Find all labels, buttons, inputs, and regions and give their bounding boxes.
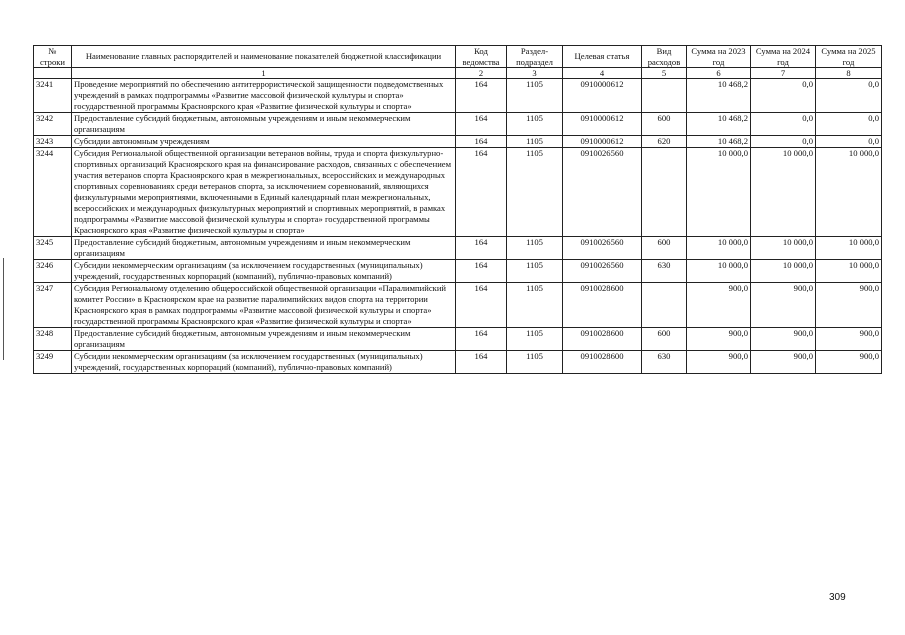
row-section: 1105	[507, 136, 563, 148]
table-row	[34, 237, 882, 260]
row-sum-2023: 10 468,2	[687, 79, 751, 113]
column-number	[34, 68, 72, 79]
column-number: 4	[563, 68, 642, 79]
column-number: 3	[507, 68, 563, 79]
row-expense-type	[642, 283, 687, 328]
column-number-row	[34, 68, 882, 79]
header-dept-code: Код ведомства	[456, 46, 507, 68]
row-expense-type: 630	[642, 351, 687, 374]
row-section: 1105	[507, 328, 563, 351]
row-number: 3245	[34, 237, 72, 260]
header-row	[34, 46, 882, 68]
row-sum-2025: 10 000,0	[816, 260, 882, 283]
row-sum-2025: 900,0	[816, 283, 882, 328]
row-sum-2024: 0,0	[751, 136, 816, 148]
row-number: 3243	[34, 136, 72, 148]
row-sum-2024: 900,0	[751, 283, 816, 328]
row-number: 3242	[34, 113, 72, 136]
row-sum-2025: 900,0	[816, 328, 882, 351]
row-name: Субсидии некоммерческим организациям (за исключением государственных (муниципальных) учреждений, государственных корпораций (компаний), публично-правовых компаний)	[72, 260, 456, 283]
row-expense-type: 630	[642, 260, 687, 283]
row-sum-2023: 10 000,0	[687, 237, 751, 260]
column-number: 2	[456, 68, 507, 79]
row-sum-2024: 900,0	[751, 328, 816, 351]
column-number: 1	[72, 68, 456, 79]
table-row	[34, 351, 882, 374]
row-section: 1105	[507, 351, 563, 374]
row-dept-code: 164	[456, 79, 507, 113]
row-name: Предоставление субсидий бюджетным, автономным учреждениям и иным некоммерческим организациям	[72, 237, 456, 260]
row-name: Предоставление субсидий бюджетным, автономным учреждениям и иным некоммерческим организациям	[72, 328, 456, 351]
row-target-article: 0910028600	[563, 283, 642, 328]
row-expense-type: 600	[642, 328, 687, 351]
row-expense-type: 600	[642, 237, 687, 260]
table-row	[34, 260, 882, 283]
header-section: Раздел-подраздел	[507, 46, 563, 68]
row-sum-2024: 900,0	[751, 351, 816, 374]
row-sum-2023: 900,0	[687, 328, 751, 351]
header-expense-type: Вид расходов	[642, 46, 687, 68]
column-number: 5	[642, 68, 687, 79]
column-number: 8	[816, 68, 882, 79]
row-number: 3241	[34, 79, 72, 113]
row-dept-code: 164	[456, 237, 507, 260]
row-number: 3249	[34, 351, 72, 374]
row-sum-2023: 900,0	[687, 283, 751, 328]
row-dept-code: 164	[456, 328, 507, 351]
row-sum-2024: 0,0	[751, 79, 816, 113]
row-dept-code: 164	[456, 148, 507, 237]
row-sum-2025: 0,0	[816, 136, 882, 148]
row-sum-2025: 0,0	[816, 79, 882, 113]
row-section: 1105	[507, 237, 563, 260]
row-number: 3248	[34, 328, 72, 351]
row-dept-code: 164	[456, 283, 507, 328]
table-row	[34, 328, 882, 351]
row-sum-2025: 10 000,0	[816, 148, 882, 237]
row-section: 1105	[507, 148, 563, 237]
row-name: Проведение мероприятий по обеспечению антитеррористической защищенности подведомственных учреждений в рамках подпрограммы «Развитие массовой физической культуры и спорта» государственной программы Красноярского края «Развитие физической культуры и спорта»	[72, 79, 456, 113]
row-target-article: 0910000612	[563, 79, 642, 113]
header-sum-2023: Сумма на 2023 год	[687, 46, 751, 68]
column-number: 7	[751, 68, 816, 79]
row-sum-2023: 10 000,0	[687, 148, 751, 237]
row-expense-type	[642, 148, 687, 237]
row-target-article: 0910026560	[563, 148, 642, 237]
row-dept-code: 164	[456, 113, 507, 136]
header-name: Наименование главных распорядителей и наименование показателей бюджетной классификации	[72, 46, 456, 68]
row-section: 1105	[507, 283, 563, 328]
row-sum-2024: 10 000,0	[751, 148, 816, 237]
row-sum-2023: 10 468,2	[687, 113, 751, 136]
row-name: Субсидия Региональному отделению общероссийской общественной организации «Паралимпийский комитет России» в Красноярском крае на развитие паралимпийских видов спорта на территории Красноярского края в рамках подпрограммы «Развитие массовой физической культуры и спорта» государственной программы Красноярского края «Развитие физической культуры и спорта»	[72, 283, 456, 328]
row-sum-2023: 900,0	[687, 351, 751, 374]
row-section: 1105	[507, 260, 563, 283]
row-name: Субсидия Региональной общественной организации ветеранов войны, труда и спорта физкультурно-спортивных организаций Красноярского края на финансирование расходов, связанных с обеспечением участия ветеранов спорта Красноярского края в межрегиональных, всероссийских и международных спортивных соревнованиях среди ветеранов спорта, за исключением соревнований, являющихся физкультурными мероприятиями, включенными в Единый календарный план межрегиональных, всероссийских и международных физкультурных мероприятий и спортивных мероприятий, в рамках подпрограммы «Развитие массовой физической культуры и спорта» государственной программы Красноярского края «Развитие физической культуры и спорта»	[72, 148, 456, 237]
table-row	[34, 148, 882, 237]
row-target-article: 0910026560	[563, 260, 642, 283]
row-expense-type	[642, 79, 687, 113]
row-number: 3244	[34, 148, 72, 237]
row-target-article: 0910028600	[563, 328, 642, 351]
row-sum-2025: 10 000,0	[816, 237, 882, 260]
row-sum-2023: 10 000,0	[687, 260, 751, 283]
row-sum-2025: 900,0	[816, 351, 882, 374]
row-dept-code: 164	[456, 351, 507, 374]
column-number: 6	[687, 68, 751, 79]
row-dept-code: 164	[456, 136, 507, 148]
header-sum-2024: Сумма на 2024 год	[751, 46, 816, 68]
header-sum-2025: Сумма на 2025 год	[816, 46, 882, 68]
row-target-article: 0910026560	[563, 237, 642, 260]
row-number: 3246	[34, 260, 72, 283]
row-target-article: 0910000612	[563, 113, 642, 136]
scan-margin-line	[3, 258, 4, 360]
row-sum-2025: 0,0	[816, 113, 882, 136]
table-row	[34, 283, 882, 328]
row-section: 1105	[507, 79, 563, 113]
page-number: 309	[829, 592, 846, 603]
row-sum-2024: 0,0	[751, 113, 816, 136]
row-target-article: 0910000612	[563, 136, 642, 148]
row-name: Субсидии некоммерческим организациям (за исключением государственных (муниципальных) учреждений, государственных корпораций (компаний), публично-правовых компаний)	[72, 351, 456, 374]
row-target-article: 0910028600	[563, 351, 642, 374]
table-row	[34, 79, 882, 113]
table-row	[34, 113, 882, 136]
row-dept-code: 164	[456, 260, 507, 283]
row-sum-2024: 10 000,0	[751, 260, 816, 283]
row-expense-type: 620	[642, 136, 687, 148]
row-number: 3247	[34, 283, 72, 328]
budget-table	[33, 45, 882, 374]
row-section: 1105	[507, 113, 563, 136]
row-name: Субсидии автономным учреждениям	[72, 136, 456, 148]
row-sum-2024: 10 000,0	[751, 237, 816, 260]
row-name: Предоставление субсидий бюджетным, автономным учреждениям и иным некоммерческим организациям	[72, 113, 456, 136]
table-row	[34, 136, 882, 148]
header-target-article: Целевая статья	[563, 46, 642, 68]
header-row-number: № строки	[34, 46, 72, 68]
row-expense-type: 600	[642, 113, 687, 136]
row-sum-2023: 10 468,2	[687, 136, 751, 148]
